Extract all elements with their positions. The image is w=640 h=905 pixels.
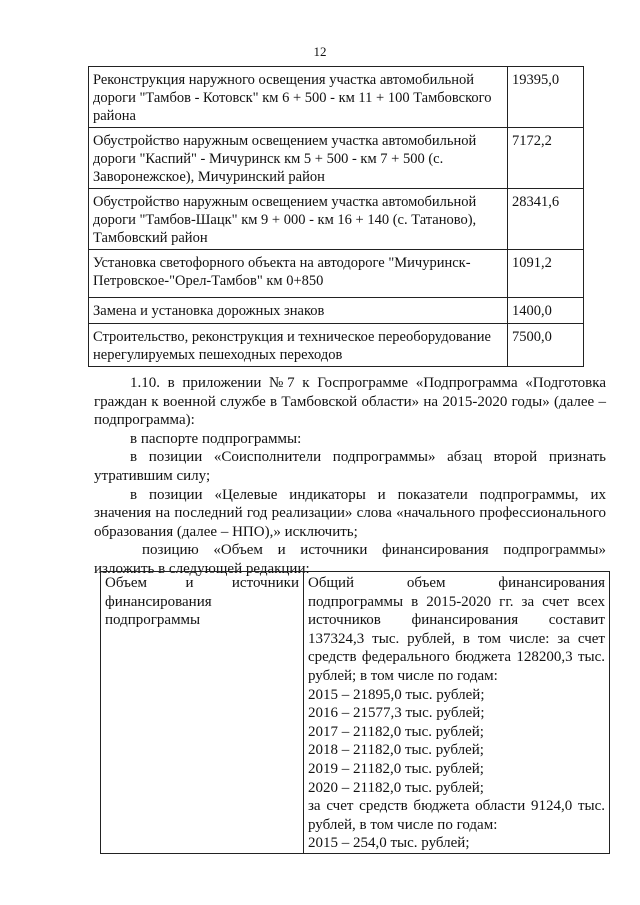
- federal-year: 2020 – 21182,0 тыс. рублей;: [308, 779, 484, 796]
- work-name: Обустройство наружным освещением участка автомобильной дороги "Тамбов-Шацк" км 9 + 000 - км 16 + 140 (с. Татаново), Тамбовский район: [89, 189, 508, 250]
- paragraph: в позиции «Соисполнители подпрограммы» абзац второй признать утратившим силу;: [94, 449, 606, 484]
- federal-year: 2015 – 21895,0 тыс. рублей;: [308, 686, 485, 703]
- work-value: 7172,2: [508, 128, 584, 189]
- work-value: 1400,0: [508, 298, 584, 324]
- label-word: Объем: [105, 575, 147, 591]
- paragraph: в позиции «Целевые индикаторы и показатели подпрограммы, их значения на последний год реализации» слова «начального профессионального образования (далее – НПО),» исключить;: [94, 486, 606, 540]
- table-row: [89, 250, 584, 298]
- work-value: 1091,2: [508, 250, 584, 298]
- table-row: [89, 128, 584, 189]
- federal-year: 2016 – 21577,3 тыс. рублей;: [308, 705, 485, 722]
- position-content: [304, 572, 610, 854]
- paragraph: в паспорте подпрограммы:: [130, 430, 302, 447]
- table-row: [89, 324, 584, 367]
- regional-intro: за счет средств бюджета области 9124,0 тыс. рублей, в том числе по годам:: [308, 798, 605, 833]
- work-value: 28341,6: [508, 189, 584, 250]
- road-works-table: [88, 66, 584, 367]
- label-rest: финансирования подпрограммы: [105, 593, 212, 629]
- paragraph: позицию «Объем и источники финансирования подпрограммы» изложить в следующей редакции:: [94, 542, 606, 577]
- work-value: 19395,0: [508, 67, 584, 128]
- paragraph: 1.10. в приложении №7 к Госпрограмме «Подпрограмма «Подготовка граждан к военной службе в Тамбовской области» на 2015-2020 годы» (далее – подпрограмма):: [94, 375, 606, 429]
- page-number: 12: [313, 44, 327, 59]
- regional-year: 2015 – 254,0 тыс. рублей;: [308, 835, 470, 852]
- work-name: Установка светофорного объекта на автодороге "Мичуринск-Петровское-"Орел-Тамбов" км 0+850: [89, 250, 508, 298]
- table-row: [101, 572, 610, 854]
- federal-year: 2018 – 21182,0 тыс. рублей;: [308, 742, 484, 759]
- work-name: Замена и установка дорожных знаков: [89, 298, 508, 324]
- federal-year: 2017 – 21182,0 тыс. рублей;: [308, 723, 484, 740]
- label-word: источники: [231, 575, 299, 591]
- table-row: [89, 67, 584, 128]
- amendment-text: [94, 374, 606, 579]
- financing-intro: Общий объем финансирования подпрограммы в 2015-2020 гг. за счет всех источников финансирования составит 137324,3 тыс. рублей, в том числе: за счет средств федерального бюджета 128200,3 тыс. рублей; в том числе по годам:: [308, 575, 605, 684]
- label-word: и: [185, 575, 194, 591]
- federal-year: 2019 – 21182,0 тыс. рублей;: [308, 760, 484, 777]
- work-value: 7500,0: [508, 324, 584, 367]
- table-row: [89, 189, 584, 250]
- position-label: [101, 572, 304, 854]
- table-row: [89, 298, 584, 324]
- work-name: Обустройство наружным освещением участка автомобильной дороги "Каспий" - Мичуринск км 5 + 500 - км 7 + 500 (с. Заворонежское), Мичуринский район: [89, 128, 508, 189]
- financing-table: [100, 571, 610, 854]
- work-name: Строительство, реконструкция и техническое переоборудование нерегулируемых пешеходных переходов: [89, 324, 508, 367]
- work-name: Реконструкция наружного освещения участка автомобильной дороги "Тамбов - Котовск" км 6 + 500 - км 11 + 100 Тамбовского района: [89, 67, 508, 128]
